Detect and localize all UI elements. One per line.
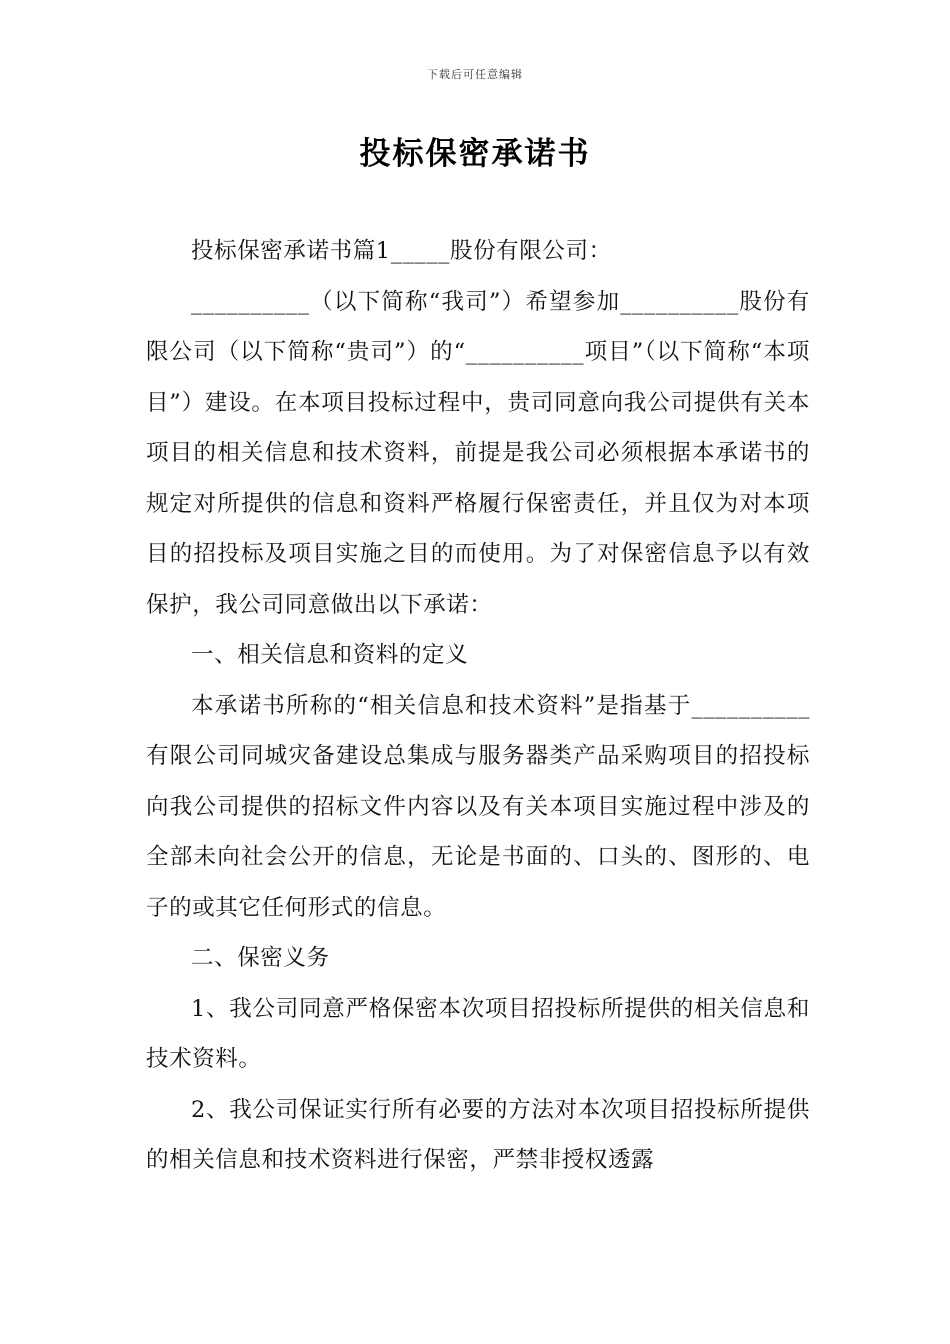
paragraph-obligation-2: 2、我公司保证实行所有必要的方法对本次项目招投标所提供的相关信息和技术资料进行保密，严禁非授权透露 bbox=[146, 1096, 810, 1173]
header-note: 下载后可任意编辑 bbox=[427, 68, 523, 81]
section-heading-definition: 一、相关信息和资料的定义 bbox=[191, 642, 469, 668]
document-title: 投标保密承诺书 bbox=[359, 136, 591, 172]
paragraph-obligation-1: 1、我公司同意严格保密本次项目招投标所提供的相关信息和技术资料。 bbox=[146, 995, 810, 1072]
section-heading-obligations: 二、保密义务 bbox=[191, 945, 330, 971]
paragraph-definition: 本承诺书所称的“相关信息和技术资料”是指基于__________有限公司同城灾备建设总集成与服务器类产品采购项目的招投标向我公司提供的招标文件内容以及有关本项目实施过程中涉及的全部未向社会公开的信息，无论是书面的、口头的、图形的、电子的或其它任何形式的信息。 bbox=[146, 692, 810, 921]
paragraph-intro: 投标保密承诺书篇1_____股份有限公司： bbox=[191, 238, 612, 264]
document-body bbox=[146, 226, 810, 1186]
paragraph-background: __________（以下简称“我司”）希望参加__________股份有限公司（以下简称“贵司”）的“__________项目”（以下简称“本项目”）建设。在本项目投标过程中，贵司同意向我公司提供有关本项目的相关信息和技术资料，前提是我公司必须根据本承诺书的规定对所提供的信息和资料严格履行保密责任，并且仅为对本项目的招投标及项目实施之目的而使用。为了对保密信息予以有效保护，我公司同意做出以下承诺： bbox=[146, 288, 810, 618]
